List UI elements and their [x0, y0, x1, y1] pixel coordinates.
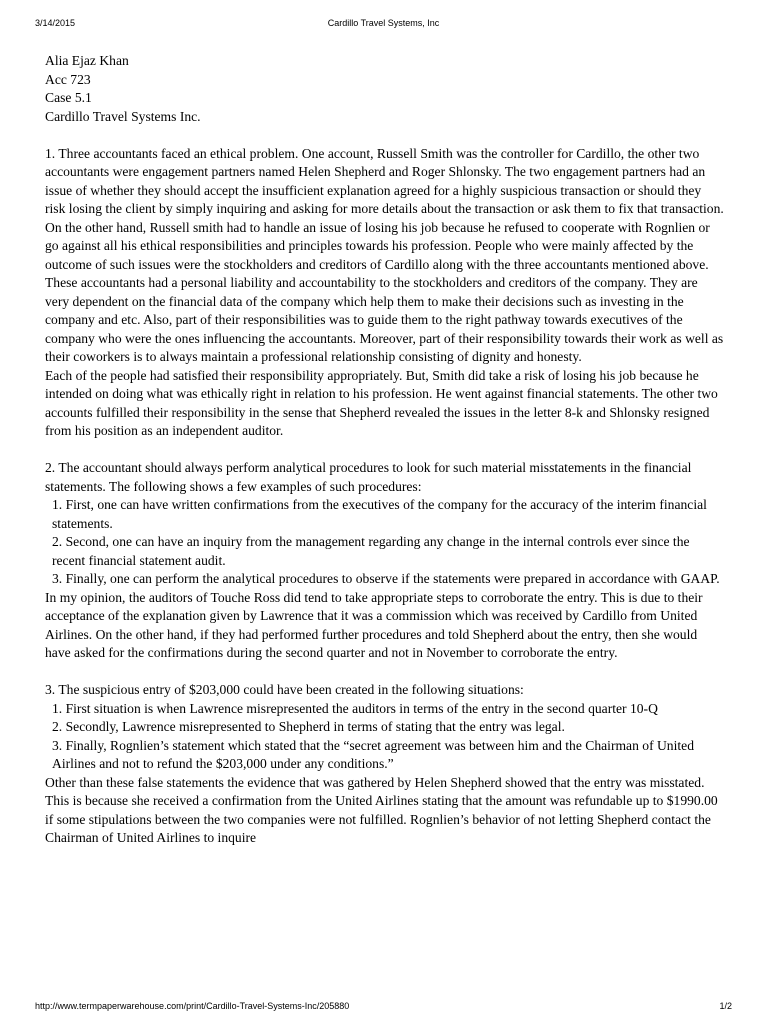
list-item: 1. First situation is when Lawrence misrepresented the auditors in terms of the entry in the second quarter 10-Q [52, 700, 658, 716]
list-item: 1. First, one can have written confirmations from the executives of the company for the accuracy of the interim financial statements. [52, 497, 707, 531]
case-number: Case 5.1 [45, 90, 92, 105]
list-item: 3. Finally, Rognlien’s statement which stated that the “secret agreement was between him and the Chairman of United Airlines and not to refund the $203,000 under any conditions.” [52, 737, 694, 771]
page-number: 1/2 [719, 1001, 732, 1011]
paragraph: 1. Three accountants faced an ethical problem. One account, Russell Smith was the controller for Cardillo, the other two accountants were engagement partners named Helen Shepherd and Roger Shlonsky. The two engagement partners had an issue of whether they should accept the insufficient explanation agreed for a highly suspicious transaction or should they risk losing the client by simply inquiring and asking for more details about the transaction or ask them to fix that transaction. [45, 145, 724, 216]
list-item: 3. Finally, one can perform the analytical procedures to observe if the statements were prepared in accordance with GAAP. [52, 571, 720, 586]
list-item: 2. Secondly, Lawrence misrepresented to Shepherd in terms of stating that the entry was legal. [52, 719, 565, 734]
paragraph: On the other hand, Russell smith had to handle an issue of losing his job because he refused to cooperate with Rognlien or go against all his ethical responsibilities and principles towards his profession. People who were mainly affected by the outcome of such issues were the stockholders and creditors of Cardillo along with the three accountants mentioned above. These accountants had a personal liability and accountability to the stockholders and creditors of the company. They are very dependent on the financial data of the company which help them to make their decisions such as investing in the company and etc. Also, part of their responsibilities was to guide them to the right pathway towards executives of the company who were the ones influencing the accountants. Moreover, part of their responsibility towards their work as well as their coworkers is to always maintain a professional relationship consisting of dignity and honesty. [45, 219, 724, 364]
source-url[interactable]: http://www.termpaperwarehouse.com/print/Cardillo-Travel-Systems-Inc/205880 [35, 1001, 350, 1011]
page-footer [35, 1001, 732, 1013]
page-header [35, 18, 732, 30]
course-code: Acc 723 [45, 71, 91, 87]
print-date: 3/14/2015 [35, 18, 76, 28]
paragraph: Each of the people had satisfied their responsibility appropriately. But, Smith did take a risk of losing his job because he intended on doing what was ethically right in relation to his profession. He went against financial statements. The other two accounts fulfilled their responsibility in the sense that Shepherd revealed the issues in the letter 8-k and Shlonsky resigned from his position as an independent auditor. [45, 367, 718, 438]
author-name: Alia Ejaz Khan [45, 53, 129, 68]
paragraph: In my opinion, the auditors of Touche Ross did tend to take appropriate steps to corroborate the entry. This is due to their acceptance of the explanation given by Lawrence that it was a commission which was received by Cardillo from United Airlines. On the other hand, if they had performed further procedures and told Shepherd about the entry, then she would have asked for the confirmations during the second quarter and not in November to corroborate the entry. [45, 589, 703, 660]
paragraph: 3. The suspicious entry of $203,000 could have been created in the following situations: [45, 682, 524, 697]
spacer [45, 663, 725, 682]
list-item: 2. Second, one can have an inquiry from the management regarding any change in the internal controls ever since the recent financial statement audit. [52, 534, 690, 568]
spacer [45, 441, 725, 460]
company-name: Cardillo Travel Systems Inc. [45, 108, 201, 124]
document-body [45, 52, 725, 848]
page-header-title: Cardillo Travel Systems, Inc [327, 18, 440, 28]
paragraph: 2. The accountant should always perform analytical procedures to look for such material misstatements in the financial statements. The following shows a few examples of such procedures: [45, 460, 692, 494]
spacer [45, 126, 725, 145]
paragraph: Other than these false statements the evidence that was gathered by Helen Shepherd showed that the entry was misstated. This is because she received a confirmation from the United Airlines stating that the amount was refundable up to $1990.00 if some stipulations between the two companies were not fulfilled. Rognlien’s behavior of not letting Shepherd contact the Chairman of United Airlines to inquire [45, 774, 718, 845]
